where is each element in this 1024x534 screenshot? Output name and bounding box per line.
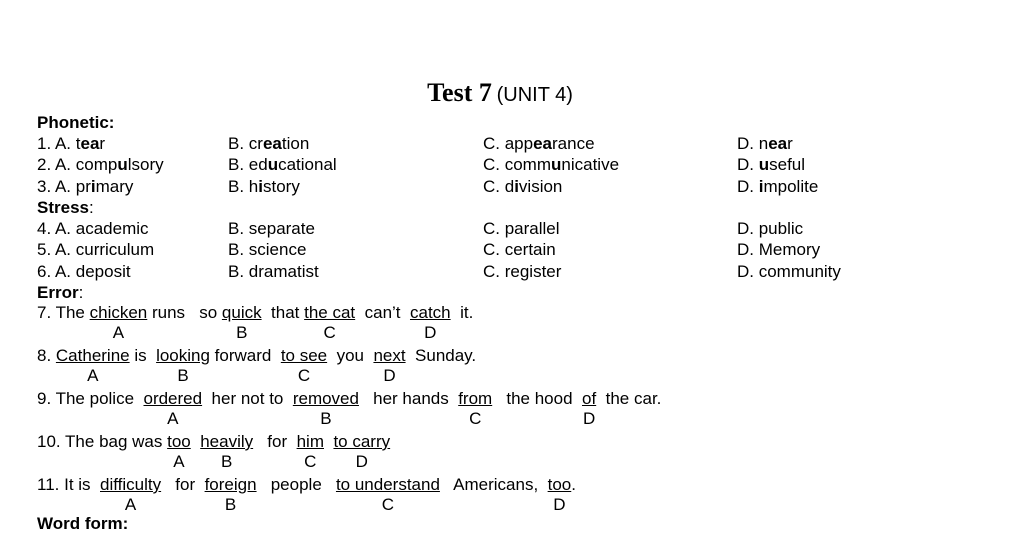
option-a: chicken A	[89, 303, 148, 342]
option-b: B. creation	[228, 134, 310, 153]
error-question-7: 7. The chicken A runs so quick B that the cat C can’t catch D it.	[37, 303, 474, 342]
option-b: heavily B	[200, 432, 254, 471]
option-b: B. separate	[228, 219, 315, 238]
option-d: D. near	[737, 134, 793, 153]
phonetic-question-3	[0, 176, 1024, 197]
option-d: catch D	[409, 303, 451, 342]
phonetic-question-1	[0, 133, 1024, 154]
option-a: 4. A. academic	[37, 219, 149, 238]
error-question-11: 11. It is difficulty A for foreign B people to understand C Americans, too D .	[37, 475, 576, 514]
option-a: 5. A. curriculum	[37, 240, 155, 259]
stress-question-5	[0, 239, 1024, 260]
option-c: C. division	[483, 177, 563, 196]
title-sub: (UNIT 4)	[496, 84, 573, 106]
phonetic-question-2	[0, 154, 1024, 175]
option-c: C. certain	[483, 240, 556, 259]
option-d: D. Memory	[737, 240, 821, 259]
option-b: B. dramatist	[228, 262, 319, 281]
option-b: B. history	[228, 177, 300, 196]
option-d: next D	[373, 346, 406, 385]
option-a: 1. A. tear	[37, 134, 106, 153]
stress-question-6	[0, 261, 1024, 282]
option-a: difficulty A	[100, 475, 162, 514]
option-d: D. community	[737, 262, 841, 281]
option-d: to carry D	[333, 432, 391, 471]
option-b: B. science	[228, 240, 307, 259]
option-c: C. register	[483, 262, 562, 281]
phonetic-heading: Phonetic:	[37, 113, 115, 132]
option-c: the cat C	[304, 303, 356, 342]
option-d: of D	[582, 389, 597, 428]
option-a: too A	[167, 432, 191, 471]
option-b: looking B	[156, 346, 210, 385]
title-main: Test 7	[427, 78, 492, 107]
option-c: to see C	[280, 346, 328, 385]
stress-heading: Stress:	[37, 198, 94, 217]
option-b: removed B	[292, 389, 359, 428]
option-b: B. educational	[228, 155, 337, 174]
option-d: too D	[547, 475, 572, 514]
option-a: Catherine A	[55, 346, 130, 385]
error-heading: Error:	[37, 283, 84, 302]
option-b: foreign B	[204, 475, 257, 514]
error-question-9: 9. The police ordered A her not to removed B her hands from C the hood of D the car.	[37, 389, 662, 428]
option-c: C. communicative	[483, 155, 620, 174]
option-c: from C	[458, 389, 493, 428]
test-title	[0, 78, 1000, 108]
option-c: to understand C	[335, 475, 440, 514]
option-c: C. appearance	[483, 134, 595, 153]
option-d: D. useful	[737, 155, 806, 174]
error-question-8: 8. Catherine A is looking B forward to see C you next D Sunday.	[37, 346, 477, 385]
option-d: D. public	[737, 219, 804, 238]
option-a: 2. A. compulsory	[37, 155, 164, 174]
option-b: quick B	[221, 303, 262, 342]
option-c: C. parallel	[483, 219, 560, 238]
option-a: ordered A	[143, 389, 203, 428]
option-a: 6. A. deposit	[37, 262, 131, 281]
option-c: him C	[296, 432, 324, 471]
option-d: D. impolite	[737, 177, 819, 196]
stress-question-4	[0, 218, 1024, 239]
option-a: 3. A. primary	[37, 177, 134, 196]
word-form-heading: Word form:	[37, 514, 129, 533]
error-question-10: 10. The bag was too A heavily B for him C to carry D	[37, 432, 391, 471]
